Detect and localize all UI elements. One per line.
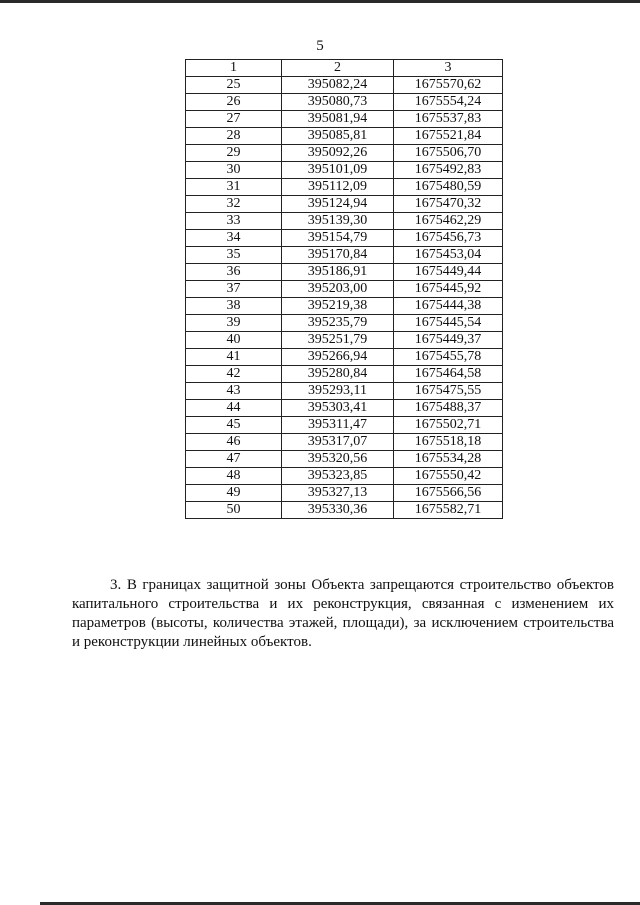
cell-x-coordinate: 395092,26 (282, 145, 394, 162)
table-row (186, 196, 503, 213)
cell-y-coordinate: 1675455,78 (394, 349, 503, 366)
cell-x-coordinate: 395139,30 (282, 213, 394, 230)
cell-point-number: 37 (186, 281, 282, 298)
cell-point-number: 36 (186, 264, 282, 281)
cell-x-coordinate: 395101,09 (282, 162, 394, 179)
cell-x-coordinate: 395280,84 (282, 366, 394, 383)
cell-point-number: 39 (186, 315, 282, 332)
cell-point-number: 45 (186, 417, 282, 434)
cell-y-coordinate: 1675570,62 (394, 77, 503, 94)
cell-y-coordinate: 1675480,59 (394, 179, 503, 196)
cell-y-coordinate: 1675456,73 (394, 230, 503, 247)
cell-y-coordinate: 1675464,58 (394, 366, 503, 383)
cell-x-coordinate: 395124,94 (282, 196, 394, 213)
table-row (186, 179, 503, 196)
cell-y-coordinate: 1675534,28 (394, 451, 503, 468)
cell-point-number: 40 (186, 332, 282, 349)
table-row (186, 111, 503, 128)
cell-x-coordinate: 395317,07 (282, 434, 394, 451)
cell-y-coordinate: 1675566,56 (394, 485, 503, 502)
table-body (186, 77, 503, 519)
clause-paragraph: 3. В границах защитной зоны Объекта запрещаются строительство объектов капитального строительства и их реконструкция, связанная с изменением их параметров (высоты, количества этажей, площади), за исключением строительства и реконструкции линейных объектов. (72, 577, 614, 650)
cell-y-coordinate: 1675449,37 (394, 332, 503, 349)
cell-y-coordinate: 1675488,37 (394, 400, 503, 417)
cell-point-number: 46 (186, 434, 282, 451)
table-row (186, 349, 503, 366)
cell-x-coordinate: 395235,79 (282, 315, 394, 332)
cell-point-number: 49 (186, 485, 282, 502)
cell-x-coordinate: 395219,38 (282, 298, 394, 315)
table-row (186, 230, 503, 247)
cell-point-number: 35 (186, 247, 282, 264)
table-row (186, 451, 503, 468)
table-row (186, 502, 503, 519)
cell-point-number: 29 (186, 145, 282, 162)
cell-point-number: 38 (186, 298, 282, 315)
cell-point-number: 47 (186, 451, 282, 468)
cell-y-coordinate: 1675462,29 (394, 213, 503, 230)
column-header-number: 1 (186, 60, 282, 77)
table-row (186, 77, 503, 94)
table-row (186, 434, 503, 451)
table-row (186, 298, 503, 315)
cell-y-coordinate: 1675521,84 (394, 128, 503, 145)
cell-y-coordinate: 1675445,92 (394, 281, 503, 298)
cell-point-number: 48 (186, 468, 282, 485)
table-row (186, 315, 503, 332)
cell-point-number: 34 (186, 230, 282, 247)
table-row (186, 264, 503, 281)
table-row (186, 281, 503, 298)
cell-y-coordinate: 1675449,44 (394, 264, 503, 281)
cell-x-coordinate: 395085,81 (282, 128, 394, 145)
cell-x-coordinate: 395320,56 (282, 451, 394, 468)
table-row (186, 468, 503, 485)
cell-point-number: 41 (186, 349, 282, 366)
page-number: 5 (316, 38, 324, 54)
cell-point-number: 32 (186, 196, 282, 213)
cell-point-number: 28 (186, 128, 282, 145)
cell-x-coordinate: 395082,24 (282, 77, 394, 94)
cell-y-coordinate: 1675582,71 (394, 502, 503, 519)
cell-point-number: 27 (186, 111, 282, 128)
cell-point-number: 44 (186, 400, 282, 417)
cell-point-number: 30 (186, 162, 282, 179)
column-header-x: 2 (282, 60, 394, 77)
cell-y-coordinate: 1675444,38 (394, 298, 503, 315)
cell-x-coordinate: 395186,91 (282, 264, 394, 281)
cell-point-number: 50 (186, 502, 282, 519)
table-row (186, 162, 503, 179)
cell-x-coordinate: 395293,11 (282, 383, 394, 400)
cell-y-coordinate: 1675502,71 (394, 417, 503, 434)
cell-point-number: 43 (186, 383, 282, 400)
cell-x-coordinate: 395203,00 (282, 281, 394, 298)
cell-y-coordinate: 1675475,55 (394, 383, 503, 400)
cell-x-coordinate: 395323,85 (282, 468, 394, 485)
cell-point-number: 26 (186, 94, 282, 111)
table-row (186, 247, 503, 264)
table-row (186, 332, 503, 349)
cell-y-coordinate: 1675492,83 (394, 162, 503, 179)
table-row (186, 145, 503, 162)
cell-x-coordinate: 395154,79 (282, 230, 394, 247)
cell-y-coordinate: 1675470,32 (394, 196, 503, 213)
cell-y-coordinate: 1675537,83 (394, 111, 503, 128)
scan-edge-top (0, 0, 640, 3)
cell-x-coordinate: 395081,94 (282, 111, 394, 128)
cell-x-coordinate: 395303,41 (282, 400, 394, 417)
table-row (186, 213, 503, 230)
table-row (186, 417, 503, 434)
cell-y-coordinate: 1675453,04 (394, 247, 503, 264)
cell-point-number: 33 (186, 213, 282, 230)
table-row (186, 400, 503, 417)
cell-y-coordinate: 1675518,18 (394, 434, 503, 451)
table-header-row (186, 60, 503, 77)
cell-x-coordinate: 395311,47 (282, 417, 394, 434)
cell-y-coordinate: 1675554,24 (394, 94, 503, 111)
cell-x-coordinate: 395327,13 (282, 485, 394, 502)
table-row (186, 94, 503, 111)
cell-y-coordinate: 1675550,42 (394, 468, 503, 485)
cell-point-number: 31 (186, 179, 282, 196)
cell-x-coordinate: 395170,84 (282, 247, 394, 264)
cell-y-coordinate: 1675445,54 (394, 315, 503, 332)
cell-x-coordinate: 395330,36 (282, 502, 394, 519)
cell-y-coordinate: 1675506,70 (394, 145, 503, 162)
table-row (186, 383, 503, 400)
cell-x-coordinate: 395080,73 (282, 94, 394, 111)
cell-x-coordinate: 395112,09 (282, 179, 394, 196)
column-header-y: 3 (394, 60, 503, 77)
table-row (186, 128, 503, 145)
cell-point-number: 25 (186, 77, 282, 94)
table-row (186, 485, 503, 502)
cell-x-coordinate: 395251,79 (282, 332, 394, 349)
coordinates-table (185, 59, 503, 519)
cell-x-coordinate: 395266,94 (282, 349, 394, 366)
cell-point-number: 42 (186, 366, 282, 383)
table-row (186, 366, 503, 383)
